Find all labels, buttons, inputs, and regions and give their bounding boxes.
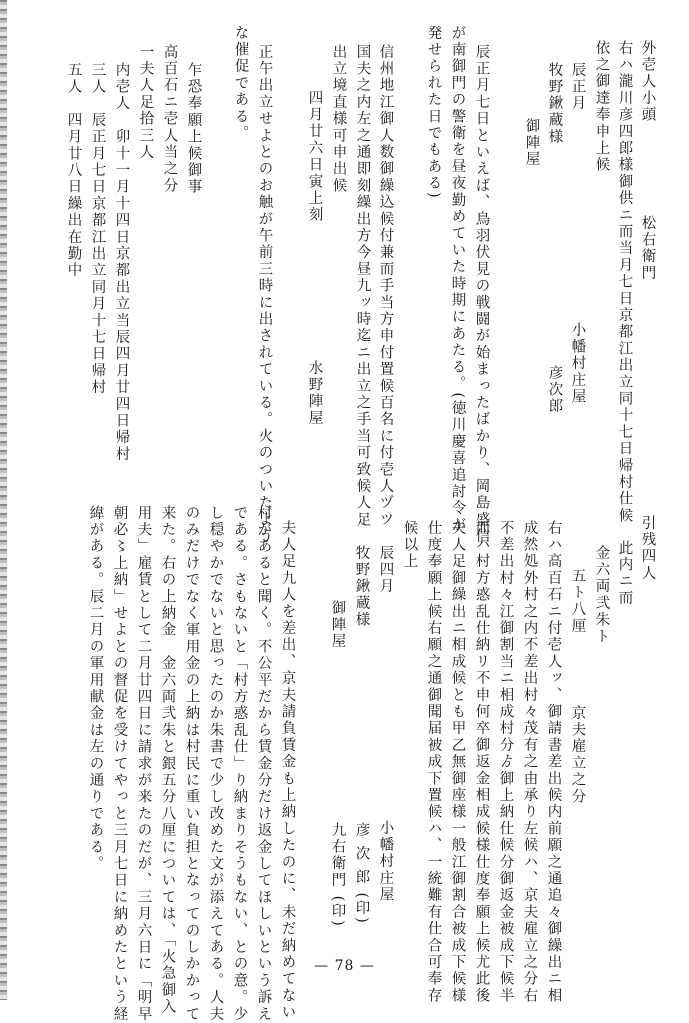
top-doc2-line-2: 国夫之内左之通即刻繰出方今昼九ッ時迄ニ出立之手当可致候人足 — [354, 44, 371, 529]
top-line-3: 依之御達奉申上候 — [593, 40, 610, 174]
bottom-note-4: し穏やかでないと思ったのか朱書で少し改めた文が添えてある。人夫 — [207, 505, 224, 1023]
top-doc3-line-6: 五人 四月廿八日繰出在勤中 — [65, 62, 82, 280]
bottom-line-4a: 五ト八厘 — [569, 568, 586, 635]
bottom-line-6: 成然処外村之内不差出村々茂有之由承り左候ハ、京夫雇立之分右 — [521, 520, 538, 1005]
top-doc3-line-3: 一夫人足拾三人 — [137, 44, 154, 161]
top-line-4-sender: 小幡村庄屋 — [569, 322, 586, 406]
top-line-1a: 外壱人小頭 — [639, 40, 656, 124]
top-line-1b: 松右衛門 — [639, 215, 656, 282]
bottom-line-14-recipient: 御陣屋 — [329, 600, 346, 651]
top-doc3-line-4: 内壱人 卯十一月十四日京都出立当辰四月廿四日帰村 — [113, 62, 130, 463]
top-doc2-date: 四月廿六日寅上刻 — [306, 90, 323, 224]
bottom-note-9: 緯がある。辰二月の軍用献金は左の通りである。 — [87, 505, 104, 873]
top-line-5-recipient: 牧野鍬蔵様 — [546, 62, 563, 146]
top-note-3: 発せられた日でもある) — [425, 25, 442, 200]
top-note2-2: な催促である。 — [232, 25, 249, 142]
bottom-line-11: 候以上 — [401, 520, 418, 571]
bottom-line-9: 夫人足御繰出ニ相成候とも甲乙無御座様一般江御割合被成下候様 — [449, 520, 466, 1005]
top-line-2: 右ハ瀧川彦四郎様御供ニ而当月七日京都江出立同十七日帰村仕候 — [616, 40, 633, 525]
bottom-line-12-sender: 小幡村庄屋 — [377, 820, 394, 904]
bottom-line-3: 金六両弐朱ト — [593, 545, 610, 646]
top-line-6-recipient: 御陣屋 — [523, 118, 540, 169]
top-note-2: が南御門の警衛を昼夜勤めていた時期にあたる。(徳川慶喜追討令が — [449, 25, 466, 534]
bottom-note-3: である。さもないと「村方惑乱仕」り納まりそうもない、との意。少 — [231, 505, 248, 1023]
bottom-note-6: 来た。右の上納金 金六両弐朱と銀五分八厘については、「火急御入 — [159, 505, 176, 1016]
bottom-line-2: 此内ニ而 — [616, 540, 633, 607]
top-doc2-line-1: 信州地江御人数御繰込候付兼而手当方申付置候百名に付壱人ヅツ — [377, 44, 394, 529]
scan-binding-edge — [0, 0, 7, 1000]
top-note-1: 辰正月七日といえば、鳥羽伏見の戦闘が始まったばかり、岡島盛信 — [473, 44, 490, 545]
bottom-line-13-sender: 彦 次 郎 (印) — [353, 822, 370, 925]
top-note2-1: 正午出立せよとのお触が午前三時に出されている。火のついたよう — [256, 44, 273, 545]
page-number: — 78 — — [314, 958, 375, 974]
top-doc3-line-1: 乍恐奉願上候御事 — [185, 62, 202, 196]
top-line-4-date: 辰正月 — [569, 62, 586, 113]
bottom-line-4b: 京夫雇立之分 — [569, 705, 586, 806]
bottom-line-5: 右ハ高百石ニ付壱人ッ、御請書差出候内前願之通追々御繰出ニ相 — [545, 520, 562, 1005]
bottom-line-14-sender: 九右衛門 (印) — [329, 822, 346, 929]
bottom-line-1: 引残四人 — [639, 515, 656, 582]
bottom-line-10: 仕度奉願上候右願之通御聞届被成下置候ハ、一統難有仕合可奉存 — [425, 520, 442, 1005]
bottom-note-7: 用夫」雇賃として二月廿四日に請求が来たのだが、三月六日に「明早 — [135, 505, 152, 1023]
top-doc2-sender: 水野陣屋 — [306, 360, 323, 427]
top-doc2-line-3: 出立境直様可申出候 — [330, 44, 347, 195]
bottom-line-12-date: 辰四月 — [377, 545, 394, 596]
bottom-note-8: 朝必〻上納」せよとの督促を受けてやっと三月七日に納めたという経 — [111, 505, 128, 1023]
top-line-5-sender: 彦次郎 — [546, 365, 563, 416]
bottom-line-7: 不差出村々江御割当ニ相成村分ゟ御上納仕候分御返金被成下候半 — [497, 520, 514, 1005]
bottom-note-2: 村があると聞く。不公平だから賃金分だけ返金してほしいという訴え — [255, 505, 272, 1023]
bottom-note-5: のみだけでなく軍用金の上納は村民に重い負担となってのしかかって — [183, 505, 200, 1023]
bottom-note-1: 夫人足九人を差出、京夫請負賃金も上納したのに、未だ納めてない — [279, 520, 296, 1021]
top-doc3-line-5: 三人 辰正月七日京都江出立同月十七日帰村 — [89, 62, 106, 396]
top-doc3-line-2: 高百石ニ壱人当之分 — [161, 44, 178, 195]
bottom-line-8: 而ハ村方惑乱仕納リ不申何卒御返金相成候様仕度奉願上候尤此後 — [473, 520, 490, 1005]
bottom-line-13-recipient: 牧野鍬蔵様 — [353, 545, 370, 629]
